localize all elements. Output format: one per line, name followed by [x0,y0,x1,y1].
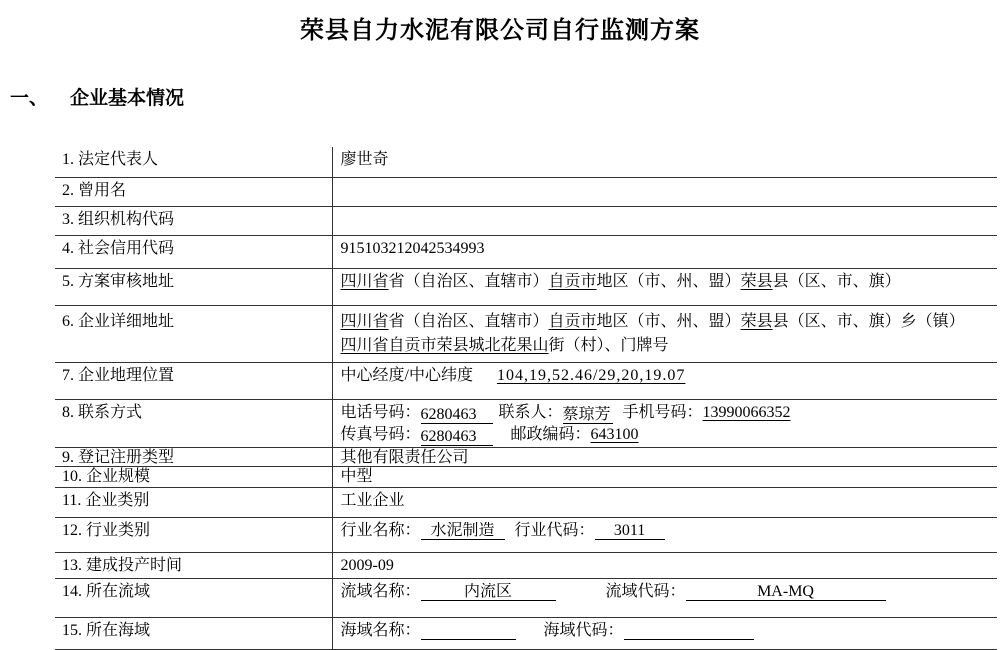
row-label: 13. 建成投产时间 [55,552,332,578]
row-label: 4. 社会信用代码 [55,235,332,268]
province-suffix: 省（自治区、直辖市） [388,312,549,330]
legal-representative-value: 廖世奇 [332,147,997,177]
contact-line1 [341,402,992,424]
industry-code: 3011 [595,522,665,540]
social-credit-code-value: 915103212042534993 [332,235,997,268]
contact-line2 [341,424,992,446]
row-label: 6. 企业详细地址 [55,305,332,362]
province-name: 四川省 [340,272,389,290]
sea-area-value [332,617,997,649]
detail-address-value [332,305,997,362]
row-label: 5. 方案审核地址 [55,268,332,305]
mobile-label: 手机号码： [622,403,703,421]
table-row [55,466,997,487]
county-name: 荣县 [740,312,773,330]
table-row [55,447,997,466]
contact-person: 蔡琼芳 [562,405,611,423]
basin-name: 内流区 [421,583,556,601]
industry-name-label: 行业名称： [340,521,421,539]
sea-code-label: 海域代码： [543,621,624,639]
sea-name-label: 海域名称： [340,621,421,639]
row-label: 7. 企业地理位置 [55,362,332,399]
table-row [55,617,997,649]
county-suffix: 县（区、市、旗） [772,272,901,290]
coordinates-value: 104,19,52.46/29,20,19.07 [496,366,686,384]
basin-name-label: 流域名称： [340,582,421,600]
row-label: 1. 法定代表人 [55,147,332,177]
street-suffix: 街（村）、门牌号 [548,336,669,354]
postcode: 643100 [590,425,639,443]
fax-number: 6280463 [421,428,493,446]
table-row [55,268,997,305]
enterprise-category-value: 工业企业 [332,487,997,517]
basin-code: MA-MQ [686,583,886,601]
table-row [55,362,997,399]
table-row [55,552,997,578]
enterprise-scale-value: 中型 [332,466,997,487]
industry-category-value [332,517,997,552]
township-suffix: 乡（镇） [900,312,965,330]
review-address-value [332,268,997,305]
detail-address-line1 [341,310,992,334]
row-label: 10. 企业规模 [55,466,332,487]
contact-person-label: 联系人： [498,403,563,421]
table-row [55,206,997,235]
street-name: 四川省自贡市荣县城北花果山 [340,336,549,354]
city-suffix: 地区（市、州、盟） [596,272,741,290]
postcode-label: 邮政编码： [510,425,591,443]
table-row [55,399,997,447]
county-name: 荣县 [740,272,773,290]
section-heading [10,83,1000,110]
basin-value [332,578,997,617]
city-suffix: 地区（市、州、盟） [596,312,741,330]
mobile-number: 13990066352 [702,403,791,421]
section-title: 企业基本情况 [70,88,185,109]
basic-info-table [55,147,997,650]
contact-info-value [332,399,997,447]
table-row [55,177,997,206]
org-code-value [332,206,997,235]
row-label: 8. 联系方式 [55,399,332,447]
city-name: 自贡市 [548,272,597,290]
table-row [55,147,997,177]
sea-name-blank [421,622,516,640]
geo-location-value [332,362,997,399]
row-label: 14. 所在流域 [55,578,332,617]
phone-label: 电话号码： [340,403,421,421]
industry-code-label: 行业代码： [514,521,595,539]
row-label: 15. 所在海域 [55,617,332,649]
row-label: 2. 曾用名 [55,177,332,206]
table-row [55,517,997,552]
fax-label: 传真号码： [340,425,421,443]
row-label: 3. 组织机构代码 [55,206,332,235]
city-name: 自贡市 [548,312,597,330]
county-suffix: 县（区、市、旗） [772,312,901,330]
sea-code-blank [624,622,754,640]
table-row [55,305,997,362]
commissioning-date-value: 2009-09 [332,552,997,578]
coords-prefix: 中心经度/中心纬度 [340,366,473,384]
table-row [55,487,997,517]
page-title: 荣县自力水泥有限公司自行监测方案 [300,18,700,44]
table-row [55,235,997,268]
former-name-value [332,177,997,206]
row-label: 9. 登记注册类型 [55,447,332,466]
section-number: 一、 [10,88,49,109]
phone-number: 6280463 [421,406,493,424]
province-name: 四川省 [340,312,389,330]
industry-name: 水泥制造 [421,522,505,540]
registration-type-value: 其他有限责任公司 [332,447,997,466]
basin-code-label: 流域代码： [605,582,686,600]
row-label: 12. 行业类别 [55,517,332,552]
row-label: 11. 企业类别 [55,487,332,517]
detail-address-line2 [341,334,992,358]
province-suffix: 省（自治区、直辖市） [388,272,549,290]
table-row [55,578,997,617]
